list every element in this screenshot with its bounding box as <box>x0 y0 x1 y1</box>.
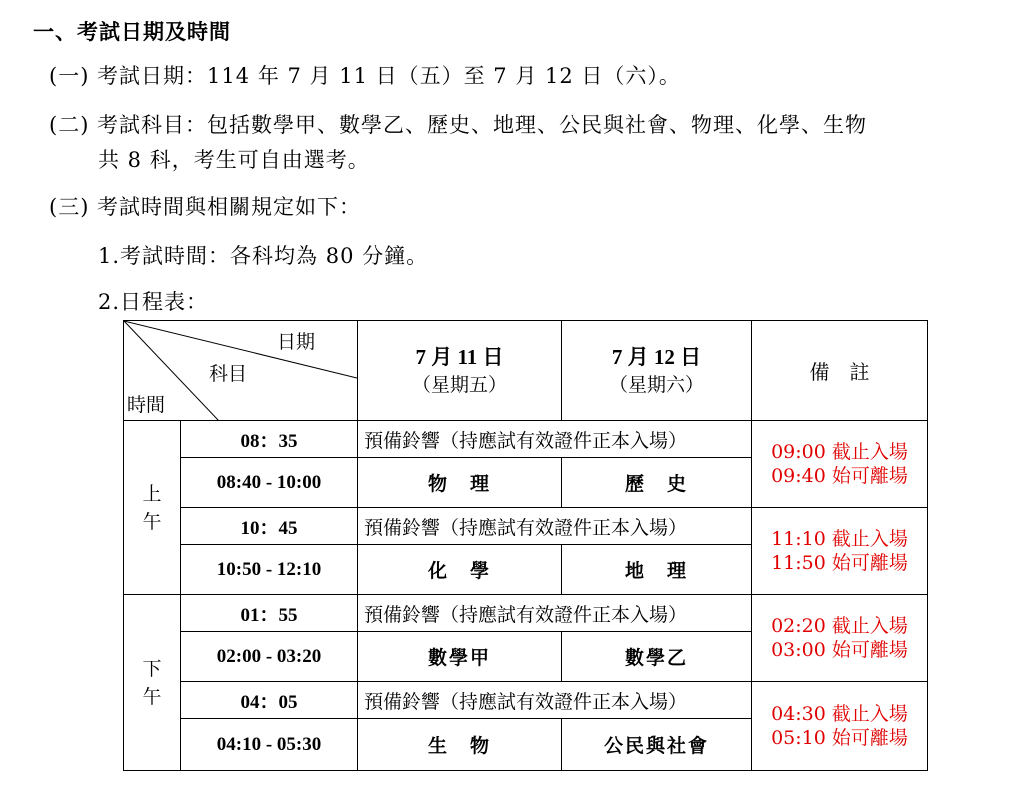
day1-weekday: （星期五） <box>411 373 507 396</box>
exam-date-line: (一) 考試日期：114 年 7 月 11 日（五）至 7 月 12 日（六）。 <box>49 64 681 88</box>
corner-subject-label: 科目 <box>209 363 248 385</box>
remark-cell <box>752 595 928 682</box>
day1-header <box>358 321 562 421</box>
section-title: 一、考試日期及時間 <box>33 19 231 44</box>
exam-duration-line: 1.考試時間：各科均為 80 分鐘。 <box>98 244 429 268</box>
schedule-table <box>123 320 928 771</box>
bell-text: 預備鈴響（持應試有效證件正本入場） <box>358 595 752 632</box>
remark-cell <box>752 508 928 595</box>
bell-text: 預備鈴響（持應試有效證件正本入場） <box>358 508 752 545</box>
subject-day2: 數學乙 <box>562 632 752 682</box>
period-morning <box>124 421 181 595</box>
corner-cell <box>124 321 358 421</box>
exam-time: 02:00 - 03:20 <box>181 632 358 682</box>
exam-subjects-line-2: 共 8 科，考生可自由選考。 <box>98 148 370 172</box>
exam-time: 04:10 - 05:30 <box>181 719 358 771</box>
remark-entry-cutoff: 02:20 截止入場 <box>771 615 908 637</box>
period-morning-label: 上 午 <box>142 482 162 533</box>
remark-entry-cutoff: 11:10 截止入場 <box>771 528 908 550</box>
bell-text: 預備鈴響（持應試有效證件正本入場） <box>358 421 752 458</box>
day2-date: 7 月 12 日 <box>611 344 702 369</box>
subject-day1: 數學甲 <box>358 632 562 682</box>
table-row <box>124 682 928 719</box>
exam-subjects-line: (二) 考試科目：包括數學甲、數學乙、歷史、地理、公民與社會、物理、化學、生物 <box>49 113 868 137</box>
remark-cell <box>752 421 928 508</box>
table-row <box>124 508 928 545</box>
subject-day1: 生 物 <box>358 719 562 771</box>
remark-leave-time: 11:50 始可離場 <box>771 552 908 574</box>
corner-time-label: 時間 <box>127 394 166 416</box>
subject-day2: 地 理 <box>562 545 752 595</box>
remark-leave-time: 05:10 始可離場 <box>771 727 908 749</box>
subject-day2: 公民與社會 <box>562 719 752 771</box>
remark-leave-time: 09:40 始可離場 <box>771 465 908 487</box>
exam-rules-line: (三) 考試時間與相關規定如下： <box>49 195 362 219</box>
day1-date: 7 月 11 日 <box>415 344 504 369</box>
table-header-row <box>124 321 928 421</box>
exam-time: 10:50 - 12:10 <box>181 545 358 595</box>
day2-weekday: （星期六） <box>608 373 704 396</box>
bell-time: 04：05 <box>181 682 358 719</box>
table-row <box>124 421 928 458</box>
subject-day1: 物 理 <box>358 458 562 508</box>
bell-text: 預備鈴響（持應試有效證件正本入場） <box>358 682 752 719</box>
period-afternoon-label: 下 午 <box>142 657 162 708</box>
remark-header: 備 註 <box>752 321 928 421</box>
schedule-label: 2.日程表： <box>98 290 209 314</box>
remark-entry-cutoff: 09:00 截止入場 <box>771 441 908 463</box>
table-row <box>124 595 928 632</box>
remark-entry-cutoff: 04:30 截止入場 <box>771 703 908 725</box>
period-afternoon <box>124 595 181 771</box>
exam-time: 08:40 - 10:00 <box>181 458 358 508</box>
bell-time: 10：45 <box>181 508 358 545</box>
bell-time: 08：35 <box>181 421 358 458</box>
bell-time: 01：55 <box>181 595 358 632</box>
subject-day1: 化 學 <box>358 545 562 595</box>
remark-cell <box>752 682 928 771</box>
day2-header <box>562 321 752 421</box>
corner-date-label: 日期 <box>277 331 316 353</box>
subject-day2: 歷 史 <box>562 458 752 508</box>
remark-leave-time: 03:00 始可離場 <box>771 639 908 661</box>
